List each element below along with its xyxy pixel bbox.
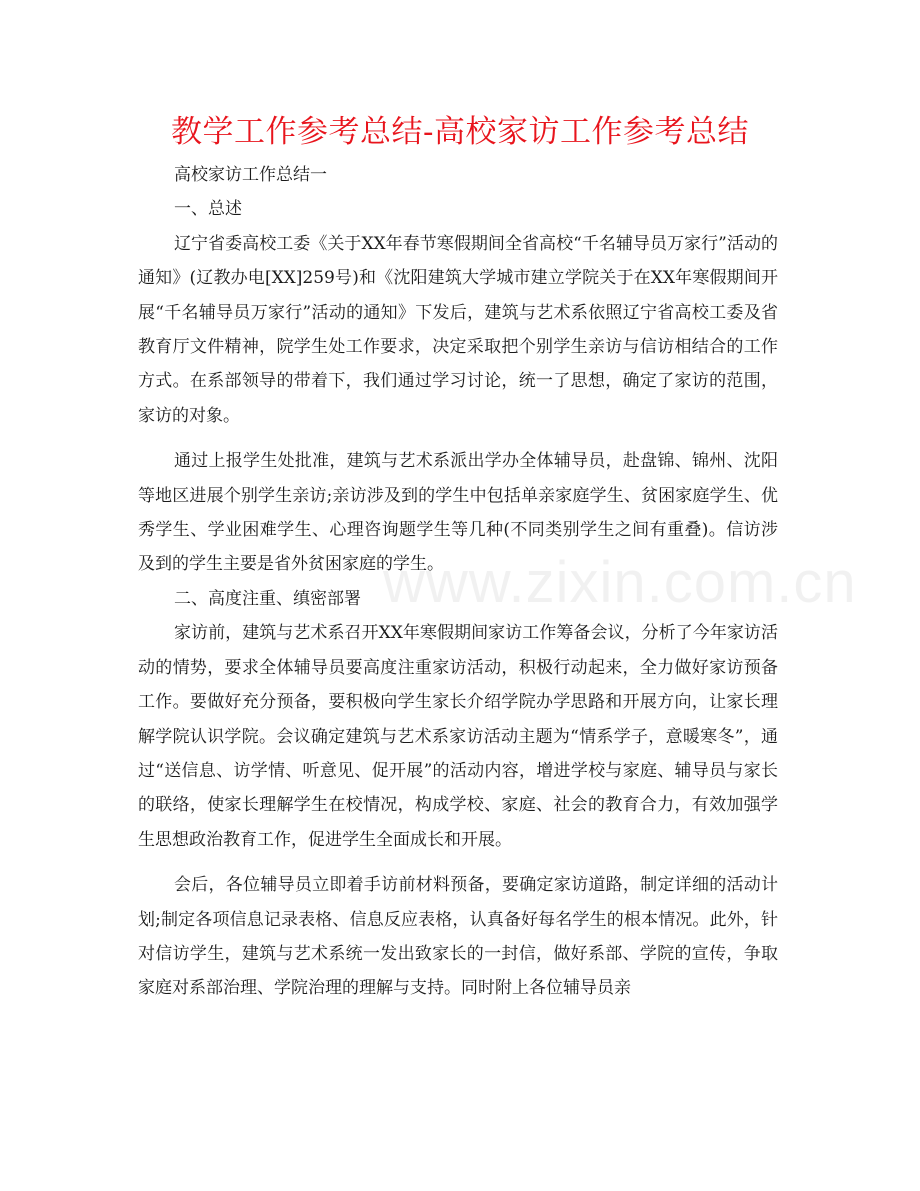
paragraph-preparation-meeting: 家访前，建筑与艺术系召开XX年寒假期间家访工作筹备会议，分析了今年家访活动的情势，要求全体辅导员要高度注重家访活动，积极行动起来，全力做好家访预备工作。要做好充分预备，要积极向学生家长介绍学院办学思路和开展方向，让家长理解学院认识学院。会议确定建筑与艺术系家访活动主题为“情系学子，意暖寒冬”，通过“送信息、访学情、听意见、促开展”的活动内容，增进学校与家庭、辅导员与家长的联络，使家长理解学生在校情况，构成学校、家庭、社会的教育合力，有效加强学生思想政治教育工作，促进学生全面成长和开展。 [138,623,778,850]
section-heading-summary-one: 高校家访工作总结一 [174,165,327,185]
paragraph-overview: 辽宁省委高校工委《关于XX年春节寒假期间全省高校“千名辅导员万家行”活动的通知》(辽教办电[XX]259号)和《沈阳建筑大学城市建立学院关于在XX年寒假期间开展“千名辅导员万家行”活动的通知》下发后，建筑与艺术系依照辽宁省高校工委及省教育厅文件精神，院学生处工作要求，决定采取把个别学生亲访与信访相结合的工作方式。在系部领导的带着下，我们通过学习讨论，统一了思想，确定了家访的范围，家访的对象。 [138,233,778,426]
watermark: www.zixin.com.cn [383,550,857,615]
section-heading-deployment: 二、高度注重、缜密部署 [174,588,361,609]
paragraph-visit-scope: 通过上报学生处批准，建筑与艺术系派出学办全体辅导员，赴盘锦、锦州、沈阳等地区进展个别学生亲访;亲访涉及到的学生中包括单亲家庭学生、贫困家庭学生、优秀学生、学业困难学生、心理咨询题学生等几种(不同类别学生之间有重叠)。信访涉及到的学生主要是省外贫困家庭的学生。 [138,451,778,575]
paragraph-after-meeting: 会后，各位辅导员立即着手访前材料预备，要确定家访道路，制定详细的活动计划;制定各项信息记录表格、信息反应表格，认真备好每名学生的根本情况。此外，针对信访学生，建筑与艺术系统一发出致家长的一封信，做好系部、学院的宣传，争取家庭对系部治理、学院治理的理解与支持。同时附上各位辅导员亲 [138,875,778,999]
document-body [138,158,778,1006]
section-heading-overview: 一、总述 [174,199,242,220]
document-title: 教学工作参考总结-高校家访工作参考总结 [171,114,749,150]
